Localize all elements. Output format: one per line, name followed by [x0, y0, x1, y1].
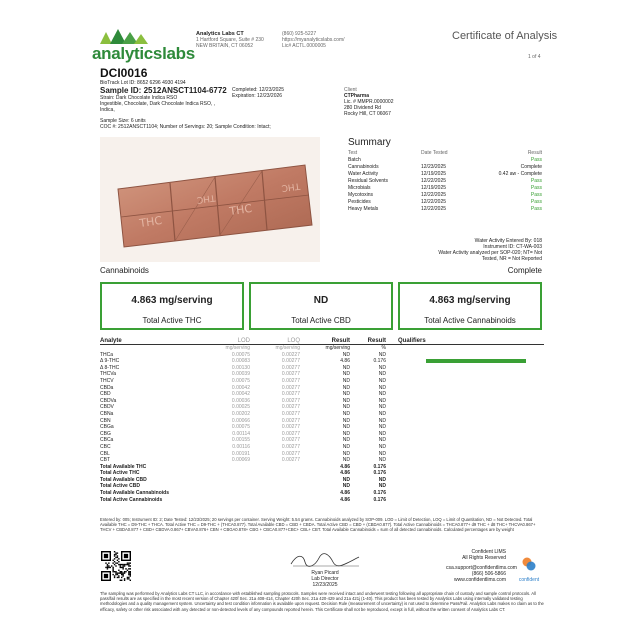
lab-info — [196, 31, 282, 49]
logo-text: analyticslabs — [92, 44, 195, 63]
analyte-qualifier — [386, 404, 544, 411]
total-row — [100, 483, 544, 490]
analyte-qualifier — [386, 437, 544, 444]
analyte-row — [100, 457, 544, 464]
summary-date: 12/22/2025 — [421, 199, 447, 205]
total-result-pct: 0.176 — [373, 496, 386, 503]
box-value: ND — [313, 295, 329, 306]
analyte-loq: 0.00277 — [281, 377, 300, 384]
total-active-thc-box — [100, 282, 244, 330]
analyte-qualifier — [386, 424, 544, 431]
cannabinoid-footnote: Entered by: 005; Instrument ID: 2; Date Tested: 12/23/2025; 20 servings per container. Serving Weight: 5.54 grams. Cannabinoids analyzed by SOP-009. LOD = Limit of Detection, LOQ = Limit of Quantitation, ND = Not Detected. Total Available THC = D9-THC + THCA. Total Active THC = D9-THC + (THCA0.877). Total Available CBD = CBD + CBDA. Total Active CBD = CBD + (CBDA0.877). Total Active Cannabinoids = THCA0.877+ d9 THC + d8 THC+ THCVA0.867+ THCV + CBDA0.877 + CBD+ CBDVA 0.867+ CBVA0.876+ CBN + CBGA0.878+ CBG + CBCA0.877+CBC+ CBL+ CBT. Total Available Cannabinoids = sum of all detected cannabinoids. Calculated percentages are by weight — [100, 517, 536, 533]
cannabinoids-title: Cannabinoids — [100, 266, 149, 275]
analyte-name: CBT — [100, 457, 110, 464]
analyte-lod: 0.00036 — [231, 397, 250, 404]
analyte-qualifier — [386, 358, 544, 365]
analyte-name: CBDa — [100, 384, 114, 391]
total-name: Total Available Cannabinoids — [100, 490, 169, 497]
wa-note-1: Water Activity Entered By: 018 — [474, 238, 542, 244]
analyte-name: CBN — [100, 417, 111, 424]
analyte-loq: 0.00277 — [281, 404, 300, 411]
summary-header-result: Result — [527, 150, 542, 156]
document-title: Certificate of Analysis — [452, 30, 558, 42]
sample-type: Indica, — [100, 107, 115, 113]
client-license: Lic. # MMPR.0000002 — [344, 99, 394, 105]
analyte-loq: 0.00227 — [281, 351, 300, 358]
analyte-row — [100, 378, 544, 385]
summary-row — [348, 171, 542, 178]
signature-date: 12/23/2025 — [312, 582, 338, 588]
analyte-result-pct: ND — [378, 450, 386, 457]
analyte-row — [100, 365, 544, 372]
total-result-mg: 4.86 — [340, 463, 350, 470]
qualifier-bar — [426, 359, 526, 363]
total-name: Total Active THC — [100, 470, 140, 477]
svg-text:THC: THC — [228, 201, 253, 218]
analyte-lod: 0.00155 — [231, 437, 250, 444]
analyte-result-pct: 0.176 — [373, 358, 386, 365]
total-name: Total Active Cannabinoids — [100, 496, 163, 503]
analyte-row — [100, 437, 544, 444]
analyte-result-pct: ND — [378, 424, 386, 431]
summary-date — [421, 157, 479, 164]
lims-name: Confident LIMS — [471, 549, 506, 555]
analyte-name: CBGa — [100, 424, 114, 431]
analyte-result-mg: ND — [342, 417, 350, 424]
box-value: 4.863 mg/serving — [131, 295, 213, 306]
coc: COC #: 2512ANSCT1104; Number of Servings: 20; Sample Condition: Intact; — [100, 124, 271, 130]
summary-test: Cannabinoids — [348, 164, 379, 170]
analyte-name: CBC — [100, 443, 111, 450]
analyte-result-pct: ND — [378, 457, 386, 464]
sample-dates — [232, 87, 284, 99]
analyte-lod: 0.00075 — [231, 424, 250, 431]
client-address-2: Rocky Hill, CT 06067 — [344, 111, 391, 117]
strain: Strain: Dark Chocolate Indica RSO — [100, 95, 178, 101]
total-result-pct: 0.176 — [373, 463, 386, 470]
analyte-row — [100, 444, 544, 451]
analyte-loq: 0.00277 — [281, 384, 300, 391]
analyte-qualifier — [386, 444, 544, 451]
summary-date: 12/23/2025 — [421, 164, 447, 170]
confident-logo — [512, 556, 546, 583]
summary-date: 12/22/2025 — [421, 178, 447, 184]
units-row — [100, 345, 544, 352]
analyte-result-pct: ND — [378, 404, 386, 411]
analyte-lod: 0.00075 — [231, 351, 250, 358]
analyte-lod: 0.00025 — [231, 404, 250, 411]
analyte-row — [100, 358, 544, 365]
analyte-name: CBD — [100, 391, 111, 398]
summary-row — [348, 178, 542, 185]
summary-header — [348, 150, 542, 157]
analyte-result-pct: ND — [378, 417, 386, 424]
summary-result: Pass — [530, 178, 542, 184]
analyte-row — [100, 385, 544, 392]
summary-result: Pass — [530, 192, 542, 198]
analyte-name: CBDV — [100, 404, 114, 411]
disclaimer: The sampling was performed by Analytics Labs CT LLC, in accordance with established sampling protocols. Samples were received intact and underwent testing following all appropriate chain of custody and sample control protocols. All pass/fail results are as specified in the most recent version of Chapter 420f Sec. 21a 408-414, Chapter 420h Sec. 21a 420-429 and 21a 421j (1-40). This product has been tested by Analytics Labs using internally validated testing methodologies and a quality management system. Uncertainty and test condition information is available upon request. Decision Rule (measurement of uncertainty) is not used to determine Pass/Fail. Analytics Labs makes no claim as to the efficacy, safety or other risk associated with any detected or non-detected levels of any compounds reported herein. This Certificate shall not be reproduced, except in full, without the written consent of Analytics Labs CT. — [100, 591, 544, 612]
analyte-result-mg: ND — [342, 437, 350, 444]
summary-row — [348, 157, 542, 164]
qr-code-icon[interactable] — [101, 551, 131, 581]
box-value: 4.863 mg/serving — [429, 295, 511, 306]
box-label: Total Active Cannabinoids — [424, 316, 516, 325]
total-row — [100, 464, 544, 471]
analyte-name: CBG — [100, 430, 111, 437]
analyte-loq: 0.00277 — [281, 430, 300, 437]
summary-result: Pass — [530, 199, 542, 205]
analyte-qualifier — [386, 411, 544, 418]
summary-result: Pass — [530, 206, 542, 212]
summary-result: 0.42 aw - Complete — [498, 171, 542, 177]
summary-title: Summary — [348, 137, 391, 148]
analyte-result-mg: ND — [342, 450, 350, 457]
analyte-result-pct: ND — [378, 443, 386, 450]
analyte-table-header — [100, 337, 544, 345]
summary-header-date: Date Tested — [421, 150, 448, 156]
analyte-lod: 0.00075 — [231, 377, 250, 384]
summary-test: Microbials — [348, 185, 371, 191]
analyte-name: CBNa — [100, 410, 114, 417]
analyte-qualifier — [386, 451, 544, 458]
unit-result-mg: mg/serving — [325, 345, 350, 351]
analyte-loq: 0.00277 — [281, 364, 300, 371]
analyte-qualifier — [386, 398, 544, 405]
summary-test: Mycotoxins — [348, 192, 374, 198]
confident-logo-icon — [521, 556, 537, 572]
svg-text:THC: THC — [280, 180, 301, 193]
total-row — [100, 490, 544, 497]
analyte-result-pct: ND — [378, 397, 386, 404]
lab-contact — [282, 31, 372, 49]
analyte-result-mg: ND — [342, 410, 350, 417]
product-photo — [100, 137, 320, 262]
analyte-loq: 0.00277 — [281, 443, 300, 450]
header-analyte: Analyte — [100, 338, 122, 344]
analyte-loq: 0.00277 — [281, 424, 300, 431]
header-lod: LOD — [237, 338, 250, 344]
analyte-lod: 0.00116 — [232, 443, 250, 450]
signer-name: Ryan Picard — [311, 570, 339, 576]
total-result-mg: 4.86 — [340, 490, 350, 497]
header-result-mg: Result — [331, 338, 350, 344]
header-loq: LOQ — [287, 338, 300, 344]
analyte-loq: 0.00277 — [281, 457, 300, 464]
analyte-table — [100, 337, 544, 503]
analyte-row — [100, 352, 544, 359]
analyte-name: CBCa — [100, 437, 114, 444]
sample-size: Sample Size: 6 units — [100, 118, 146, 124]
summary-result: Pass — [530, 185, 542, 191]
analyte-result-pct: ND — [378, 437, 386, 444]
total-row — [100, 470, 544, 477]
analyte-qualifier — [386, 431, 544, 438]
box-label: Total Active THC — [142, 316, 202, 325]
lab-address-1: 1 Hartford Square, Suite # 230 — [196, 37, 264, 43]
analyte-lod: 0.00191 — [231, 450, 250, 457]
analyte-loq: 0.00277 — [281, 410, 300, 417]
analyte-qualifier — [386, 418, 544, 425]
total-result-mg: ND — [342, 476, 350, 483]
total-result-pct: 0.176 — [373, 470, 386, 477]
total-result-pct: ND — [378, 483, 386, 490]
summary-test: Batch — [348, 157, 361, 163]
wa-note-4: Tested, NR = Not Reported — [481, 256, 542, 262]
analyte-loq: 0.00277 — [281, 358, 300, 365]
analyte-qualifier — [386, 371, 544, 378]
analyte-result-mg: ND — [342, 443, 350, 450]
lab-phone: (860) 925-5227 — [282, 31, 317, 37]
analyte-row — [100, 431, 544, 438]
summary-test: Pesticides — [348, 199, 371, 205]
summary-row — [348, 164, 542, 171]
analyte-result-pct: ND — [378, 384, 386, 391]
client-name: CTPharma — [344, 93, 370, 99]
analyte-name: THCV — [100, 377, 114, 384]
lims-phone: (866) 506-5866 — [471, 571, 506, 577]
page-number: 1 of 4 — [528, 54, 541, 60]
analyte-qualifier — [386, 385, 544, 392]
cannabinoids-status: Complete — [507, 266, 542, 275]
analyte-qualifier — [386, 365, 544, 372]
total-row — [100, 477, 544, 484]
analyte-row — [100, 411, 544, 418]
analyte-result-pct: ND — [378, 364, 386, 371]
analyte-name: CBL — [100, 450, 110, 457]
analyte-lod: 0.00042 — [231, 391, 250, 398]
completed-date: Completed: 12/23/2025 — [232, 87, 284, 93]
wa-note-2: Instrument ID: CT-WA-003 — [483, 244, 542, 250]
analyte-name: Δ 9-THC — [100, 358, 120, 365]
analyte-row — [100, 398, 544, 405]
svg-text:THC: THC — [196, 191, 216, 205]
analyte-qualifier — [386, 352, 544, 359]
svg-text:THC: THC — [138, 213, 163, 230]
analyte-row — [100, 404, 544, 411]
analyte-loq: 0.00277 — [281, 371, 300, 378]
analyte-loq: 0.00277 — [281, 397, 300, 404]
total-name: Total Available CBD — [100, 476, 147, 483]
total-result-pct: ND — [378, 476, 386, 483]
sample-id: Sample ID: 2512ANSCT1104-6772 — [100, 86, 227, 95]
expiration-date: Expiration: 12/23/2026 — [232, 93, 283, 99]
total-row — [100, 497, 544, 504]
unit-loq: mg/serving — [275, 345, 300, 351]
client-info — [344, 87, 393, 117]
summary-test: Residual Solvents — [348, 178, 389, 184]
client-address-1: 280 Dividend Rd — [344, 105, 381, 111]
analyte-result-mg: 4.86 — [340, 358, 350, 365]
lims-rights: All Rights Reserved — [462, 555, 506, 561]
analyte-row — [100, 371, 544, 378]
analyte-qualifier — [386, 457, 544, 464]
analyte-result-pct: ND — [378, 430, 386, 437]
analyte-qualifier — [386, 378, 544, 385]
analyte-result-mg: ND — [342, 430, 350, 437]
analyte-loq: 0.00277 — [281, 437, 300, 444]
analyte-result-mg: ND — [342, 404, 350, 411]
header-result-pct: Result — [367, 338, 386, 344]
analyte-result-mg: ND — [342, 371, 350, 378]
summary-date: 12/19/2025 — [421, 185, 447, 191]
analyte-result-mg: ND — [342, 351, 350, 358]
analyte-lod: 0.00042 — [231, 384, 250, 391]
signature-block — [285, 552, 365, 588]
confident-lims-info — [446, 549, 517, 583]
summary-table — [348, 150, 542, 213]
summary-header-test: Test — [348, 150, 358, 156]
header-qualifiers: Qualifiers — [398, 338, 426, 344]
total-result-pct: 0.176 — [373, 490, 386, 497]
client-label: Client — [344, 87, 357, 93]
analyte-row — [100, 418, 544, 425]
lab-license: Lic# ACTL.0000005 — [282, 43, 326, 49]
matrix: Ingestible, Chocolate, Dark Chocolate Indica RSO, , — [100, 101, 216, 107]
summary-row — [348, 192, 542, 199]
lab-name: Analytics Labs CT — [196, 31, 244, 37]
analyte-name: THCa — [100, 351, 114, 358]
analytics-labs-logo — [92, 28, 195, 66]
total-active-cbd-box — [249, 282, 393, 330]
summary-row — [348, 199, 542, 206]
summary-date: 12/22/2025 — [421, 192, 447, 198]
signature-icon — [285, 552, 365, 568]
lab-website[interactable]: https://myanalyticslabs.com/ — [282, 37, 345, 43]
water-activity-notes — [400, 238, 542, 262]
analyte-loq: 0.00277 — [281, 391, 300, 398]
analyte-result-mg: ND — [342, 391, 350, 398]
analyte-row — [100, 391, 544, 398]
analyte-result-mg: ND — [342, 364, 350, 371]
confident-logo-text: confident — [518, 577, 540, 583]
total-result-mg: ND — [342, 483, 350, 490]
analyte-loq: 0.00277 — [281, 450, 300, 457]
summary-date: 12/19/2025 — [421, 171, 447, 177]
signer-title: Lab Director — [311, 576, 339, 582]
sample-code: DCI0016 — [100, 66, 148, 80]
analyte-result-pct: ND — [378, 351, 386, 358]
analyte-result-mg: ND — [342, 377, 350, 384]
lims-website[interactable]: www.confidentlims.com — [454, 577, 506, 583]
analyte-result-pct: ND — [378, 371, 386, 378]
lims-email[interactable]: csa.support@confidentlims.com — [446, 565, 517, 571]
analyte-lod: 0.00039 — [231, 371, 250, 378]
analyte-result-mg: ND — [342, 457, 350, 464]
analyte-lod: 0.00066 — [231, 417, 250, 424]
analyte-result-mg: ND — [342, 397, 350, 404]
summary-result: Pass — [530, 157, 542, 163]
total-result-mg: 4.86 — [340, 496, 350, 503]
unit-lod: mg/serving — [225, 345, 250, 351]
analyte-result-mg: ND — [342, 384, 350, 391]
analyte-lod: 0.00202 — [231, 410, 250, 417]
analyte-qualifier — [386, 391, 544, 398]
summary-test: Water Activity — [348, 171, 379, 177]
analyte-loq: 0.00277 — [281, 417, 300, 424]
analyte-lod: 0.00130 — [231, 364, 250, 371]
analyte-name: CBDVa — [100, 397, 117, 404]
wa-note-3: Water Activity analyzed per SOP-020; NT= Not — [438, 250, 542, 256]
analyte-name: THCVa — [100, 371, 117, 378]
analyte-lod: 0.00083 — [231, 358, 250, 365]
summary-row — [348, 206, 542, 213]
summary-row — [348, 185, 542, 192]
summary-date: 12/22/2025 — [421, 206, 447, 212]
analyte-result-mg: ND — [342, 424, 350, 431]
analyte-result-pct: ND — [378, 391, 386, 398]
total-name: Total Active CBD — [100, 483, 141, 490]
analyte-lod: 0.00114 — [232, 430, 250, 437]
analyte-lod: 0.00069 — [231, 457, 250, 464]
analyte-row — [100, 451, 544, 458]
analyte-result-pct: ND — [378, 377, 386, 384]
lab-address-2: NEW BRITAIN, CT 06052 — [196, 43, 254, 49]
analyte-result-pct: ND — [378, 410, 386, 417]
box-label: Total Active CBD — [291, 316, 351, 325]
summary-result: Complete — [520, 164, 542, 170]
total-name: Total Available THC — [100, 463, 147, 470]
analyte-name: Δ 8-THC — [100, 364, 120, 371]
analyte-row — [100, 424, 544, 431]
summary-test: Heavy Metals — [348, 206, 379, 212]
unit-result-pct: % — [381, 345, 386, 351]
total-result-mg: 4.86 — [340, 470, 350, 477]
biotrack-id: BioTrack Lot ID: 8652 6296 4930 4194 — [100, 80, 186, 86]
total-active-cannabinoids-box — [398, 282, 542, 330]
